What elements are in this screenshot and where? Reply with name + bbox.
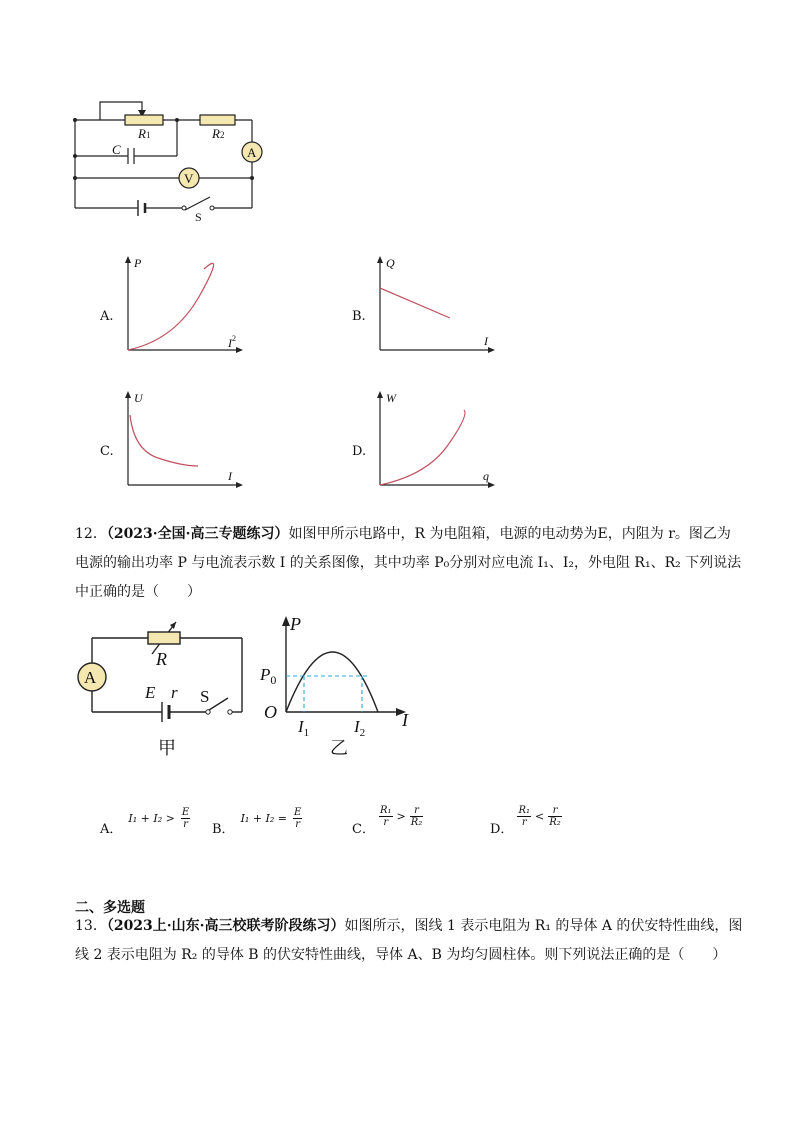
q12-option-c[interactable]: C． $\frac{\text{R₁}}{r}$ > $\frac{r}{\text{R₂}}$ — [352, 805, 423, 837]
graph-c — [120, 390, 250, 490]
graph-yi-xlabel: I — [402, 710, 408, 730]
caption-jia: 甲 — [158, 738, 176, 758]
graph-d-xlabel: q — [483, 469, 489, 483]
resistor-r2 — [200, 115, 235, 125]
q13-line2: 线 2 表示电阻为 R₂ 的导体 B 的伏安特性曲线，导体 A、B 为均匀圆柱体。则下列说法正确的是（ ） — [75, 947, 727, 963]
emf-label-jia: E — [145, 683, 156, 702]
graph-a-ylabel: P — [134, 256, 142, 270]
option-d-letter: D. — [352, 444, 367, 459]
graph-a — [120, 255, 250, 355]
graph-yi-i1: $I_1$ — [298, 717, 310, 739]
switch-label-jia: S — [200, 687, 210, 706]
circuit-diagram-jia — [70, 612, 260, 762]
q13-line1: 13．（2023上·山东·高三校联考阶段练习）如图所示，图线 1 表示电阻为 R₁ 的导体 A 的伏安特性曲线，图 — [75, 918, 743, 934]
q12-line2: 电源的输出功率 P 与电流表示数 I 的关系图像，其中功率 P₀分别对应电流 I₁、I₂，外电阻 R₁、R₂ 下列说法 — [75, 555, 742, 571]
q13-source: （2023上·山东·高三校联考阶段练习） — [106, 918, 345, 934]
q12-source: （2023·全国·高三专题练习） — [106, 526, 289, 542]
q12-line3: 中正确的是（ ） — [75, 584, 201, 600]
q12-option-b[interactable]: B． I₁ + I₂ = $\frac{E}{r}$ — [212, 807, 302, 837]
q12-option-a[interactable]: A． I₁ + I₂ > $\frac{E}{r}$ — [100, 807, 190, 837]
ammeter-label: A — [247, 145, 257, 160]
graph-b-ylabel: Q — [386, 256, 395, 270]
graph-b-xlabel: I — [484, 334, 488, 348]
section-heading-multi: 二、多选题 — [75, 900, 145, 916]
capacitor-label: C — [112, 142, 121, 157]
option-c-letter: C. — [100, 444, 114, 459]
graph-yi-ylabel: P — [290, 614, 301, 634]
r1-label: R1 — [138, 126, 151, 141]
graph-c-ylabel: U — [134, 391, 143, 405]
circuit-diagram-1 — [60, 90, 280, 230]
graph-b — [372, 255, 502, 355]
q12-option-d[interactable]: D． $\frac{\text{R₁}}{r}$ < $\frac{r}{\text{R₂}}$ — [490, 805, 561, 837]
graph-a-xlabel: $I^2$ — [228, 334, 236, 350]
graph-c-xlabel: I — [228, 469, 232, 483]
resistor-label-jia: R — [156, 649, 167, 669]
graph-yi-i2: $I_2$ — [354, 717, 366, 739]
resistor-r1 — [125, 115, 163, 125]
resistor-r — [148, 632, 180, 644]
switch-label: S — [195, 210, 202, 224]
r2-label: R2 — [212, 126, 225, 141]
graph-d-ylabel: W — [386, 391, 396, 405]
q12-line1: 12．（2023·全国·高三专题练习）如图甲所示电路中，R 为电阻箱，电源的电动势为E，内阻为 r。图乙为 — [75, 526, 731, 542]
graph-yi-origin: O — [264, 702, 277, 722]
graph-d — [372, 390, 502, 490]
graph-yi-p0: $P_0$ — [260, 665, 277, 687]
r-label-jia: r — [171, 683, 178, 702]
option-a-letter: A. — [100, 309, 114, 324]
ammeter-label-jia: A — [84, 668, 97, 687]
option-b-letter: B. — [352, 309, 366, 324]
caption-yi: 乙 — [330, 738, 348, 758]
voltmeter-label: V — [184, 171, 194, 186]
graph-yi — [258, 612, 428, 762]
